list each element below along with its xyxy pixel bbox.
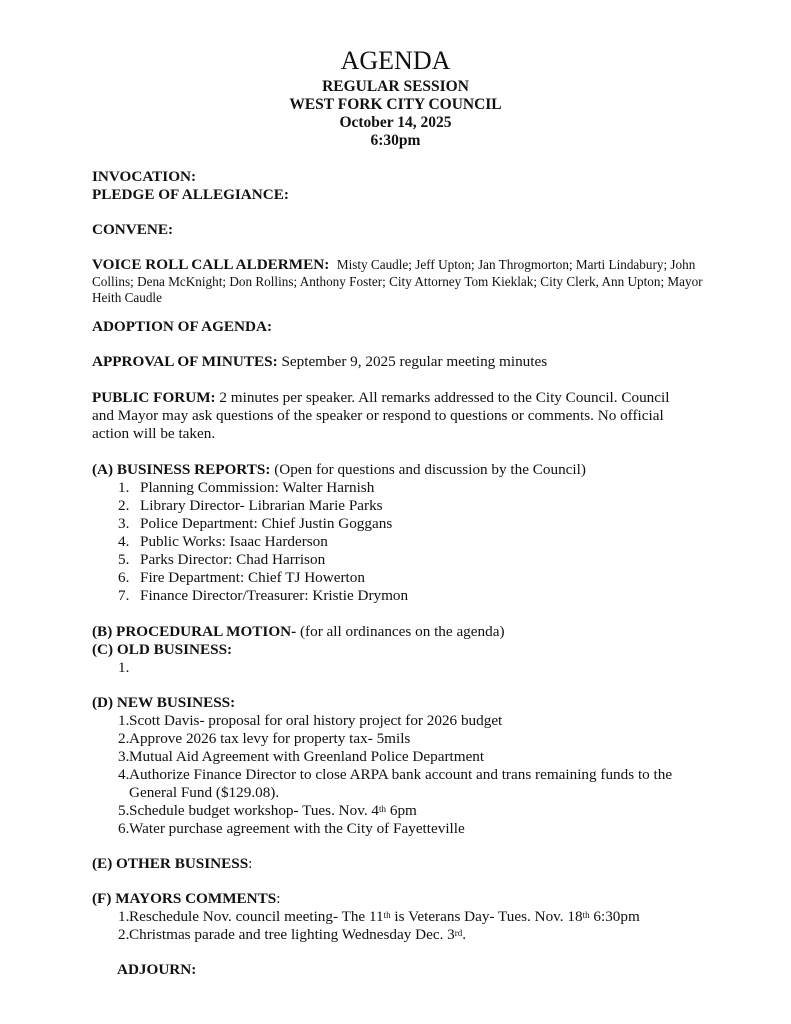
council-name: WEST FORK CITY COUNCIL bbox=[289, 96, 502, 113]
new-business-heading: (D) NEW BUSINESS: bbox=[92, 694, 236, 711]
roll-call-line-2: Collins; Dena McKnight; Don Rollins; Anthony Foster; City Attorney Tom Kieklak; City Clerk, Ann Upton; Mayor bbox=[92, 274, 703, 289]
public-forum-line-1: PUBLIC FORUM: 2 minutes per speaker. All remarks addressed to the City Council. Council bbox=[92, 389, 670, 406]
public-forum-line-3: action will be taken. bbox=[92, 425, 216, 442]
document-title: AGENDA bbox=[340, 46, 451, 75]
meeting-date: October 14, 2025 bbox=[339, 114, 452, 131]
old-business-heading: (C) OLD BUSINESS: bbox=[92, 641, 233, 658]
roll-call-label: VOICE ROLL CALL ALDERMEN: bbox=[92, 256, 330, 273]
public-forum-line-2: and Mayor may ask questions of the speaker or respond to questions or comments. No official bbox=[92, 407, 664, 424]
business-reports-heading: (A) BUSINESS REPORTS: (Open for questions and discussion by the Council) bbox=[92, 461, 586, 478]
roll-call-line-3: Heith Caudle bbox=[92, 290, 162, 305]
approval-minutes-text: September 9, 2025 regular meeting minutes bbox=[281, 353, 548, 370]
invocation-heading: INVOCATION: bbox=[92, 168, 197, 185]
mayors-comments-heading: (F) MAYORS COMMENTS: bbox=[92, 890, 281, 907]
pledge-heading: PLEDGE OF ALLEGIANCE: bbox=[92, 186, 289, 203]
procedural-motion: (B) PROCEDURAL MOTION- (for all ordinances on the agenda) bbox=[92, 623, 505, 640]
approval-minutes-label: APPROVAL OF MINUTES: bbox=[92, 353, 278, 370]
approval-minutes bbox=[92, 353, 547, 371]
session-type: REGULAR SESSION bbox=[322, 78, 469, 95]
adoption-heading: ADOPTION OF AGENDA: bbox=[92, 318, 273, 335]
adjourn-heading: ADJOURN: bbox=[117, 961, 197, 978]
business-reports-note: (Open for questions and discussion by the Council) bbox=[274, 461, 586, 478]
meeting-time: 6:30pm bbox=[370, 132, 421, 149]
roll-call-line-1 bbox=[92, 256, 695, 274]
convene-heading: CONVENE: bbox=[92, 221, 174, 238]
public-forum-label: PUBLIC FORUM: bbox=[92, 389, 216, 406]
other-business-heading: (E) OTHER BUSINESS: bbox=[92, 855, 253, 872]
roll-call-members: Misty Caudle; Jeff Upton; Jan Throgmorton; Marti Lindabury; John bbox=[336, 257, 696, 272]
